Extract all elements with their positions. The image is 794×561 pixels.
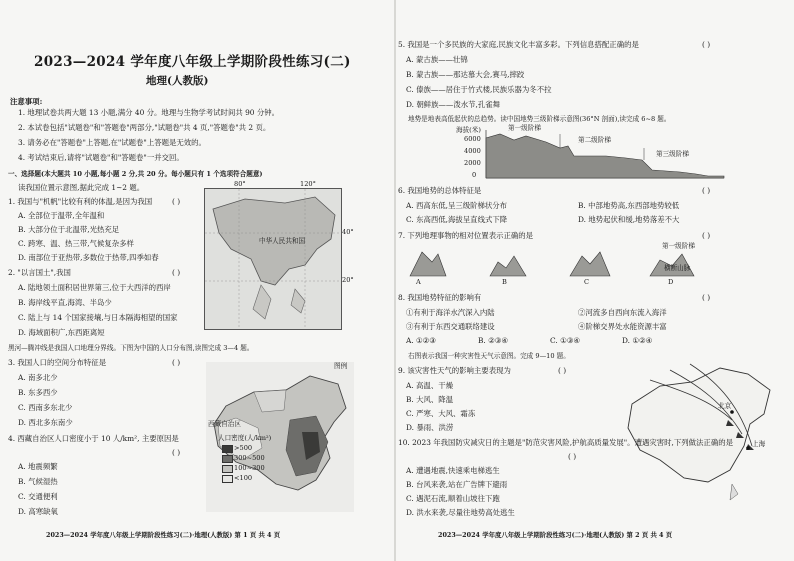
q4-answer-bracket[interactable]: ( ) (172, 448, 181, 457)
q5-option-a: A. 蒙古族——壮锦 (406, 55, 468, 64)
q1-stem: 1. 我国与"机帆"比较有利的体温,是因为我国 (8, 197, 153, 206)
intro-q9-10: 右图表示我国一种灾害性天气示意图。完成 9—10 题。 (408, 352, 570, 360)
q8-option-b: B. ②③④ (478, 336, 509, 345)
map1-lat-40: 40° (342, 228, 354, 236)
q5-option-b: B. 蒙古族——那达慕大会,赛马,摔跤 (406, 70, 525, 79)
q9-option-c: C. 严寒、大风、霜冻 (406, 409, 476, 418)
q2-option-c: C. 陆上与 14 个国家接壤,与日本隔海相望的国家 (18, 313, 178, 322)
q3-option-d: D. 西北多东南少 (18, 418, 73, 427)
location-map-drawing (205, 189, 341, 329)
q9-answer-bracket[interactable]: ( ) (558, 366, 567, 375)
q8-item-2: ②河流多自西向东流入海洋 (578, 308, 667, 317)
q7-stem: 7. 下列地理事物的相对位置表示正确的是 (398, 231, 534, 240)
q10-answer-bracket[interactable]: ( ) (568, 452, 577, 461)
q3-answer-bracket[interactable]: ( ) (172, 358, 181, 367)
q4-stem: 4. 西藏自治区人口密度小于 10 人/km², 主要原因是 (8, 434, 179, 443)
q7-choice-a: A (416, 278, 421, 286)
legend-swatch-3 (222, 465, 233, 473)
q9-stem: 9. 该灾害性天气的影响主要表现为 (398, 366, 511, 375)
q8-answer-bracket[interactable]: ( ) (702, 293, 711, 302)
q7-label-step1: 第一级阶梯 (662, 242, 695, 250)
map1-lon-80: 80° (234, 180, 246, 188)
q10-option-b: B. 台风来袭,站在广告牌下避雨 (406, 480, 508, 489)
q7-answer-bracket[interactable]: ( ) (702, 231, 711, 240)
profile-tick-2000: 2000 (464, 159, 481, 167)
q8-item-4: ④阶梯交界处水能资源丰富 (578, 322, 667, 331)
q8-option-d: D. ①②④ (622, 336, 653, 345)
terrain-profile (456, 126, 726, 182)
profile-step-3: 第三级阶梯 (656, 150, 689, 158)
profile-y-label: 海拔(米) (456, 126, 481, 134)
map2-tibet-label: 西藏自治区 (208, 420, 241, 428)
page-2 (398, 0, 794, 561)
notice-4: 4. 考试结束后,请将"试题卷"和"答题卷"一并交回。 (18, 153, 184, 162)
intro-q1-2: 读我国位置示意图,据此完成 1~2 题。 (18, 183, 145, 192)
profile-step-1: 第一级阶梯 (508, 124, 541, 132)
q10-stem: 10. 2023 年我国防灾减灾日的主题是"防范灾害风险,护航高质量发展"。遭遇灾害时,下列做法正确的是 (398, 438, 733, 447)
map3-city-beijing: 北京 (718, 402, 732, 410)
q9-option-d: D. 暴雨、洪涝 (406, 423, 454, 432)
q4-option-c: C. 交通便利 (18, 492, 58, 501)
q5-stem: 5. 我国是一个多民族的大家庭,民族文化丰富多彩。下列信息搭配正确的是 (398, 40, 639, 49)
q4-option-d: D. 高寒缺氧 (18, 507, 58, 516)
legend-swatch-2 (222, 455, 233, 463)
q3-option-b: B. 东多西少 (18, 388, 58, 397)
cold-wave-map-drawing (620, 360, 780, 510)
q9-option-b: B. 大风、降温 (406, 395, 454, 404)
q8-option-a: A. ①②③ (406, 336, 436, 345)
intro-q3-4: 黑河—腾冲线是我国人口地理分界线。下图为中国的人口分布图,读图完成 3—4 题。 (8, 344, 254, 352)
map2-scale-label: 图例 (334, 362, 348, 370)
notice-2: 2. 本试卷包括"试题卷"和"答题卷"两部分,"试题卷"共 4 页,"答题卷"共 2 页。 (18, 123, 271, 132)
q2-answer-bracket[interactable]: ( ) (172, 268, 181, 277)
q4-option-b: B. 气候湿热 (18, 477, 58, 486)
q10-option-a: A. 遭遇地震,快速乘电梯逃生 (406, 466, 500, 475)
profile-tick-4000: 4000 (464, 147, 481, 155)
q1-answer-bracket[interactable]: ( ) (172, 197, 181, 206)
q7-choice-b: B (502, 278, 507, 286)
q1-option-a: A. 全部位于温带,全年温和 (18, 211, 105, 220)
q10-option-c: C. 遇泥石流,顺着山坡往下跑 (406, 494, 500, 503)
profile-tick-6000: 6000 (464, 135, 481, 143)
q2-stem: 2. "以言国土",我国 (8, 268, 71, 277)
page-1 (0, 0, 392, 561)
legend-title: 人口密度(人/km²) (218, 434, 272, 442)
q3-stem: 3. 我国人口的空间分布特征是 (8, 358, 107, 367)
notice-heading: 注意事项: (10, 97, 43, 106)
exam-title: 2023—2024 学年度八年级上学期阶段性练习(二) (34, 54, 351, 70)
q10-option-d: D. 洪水来袭,尽量往地势高处逃生 (406, 508, 515, 517)
q1-option-c: C. 跨寒、温、热三带,气候复杂多样 (18, 239, 134, 248)
page-fold (394, 0, 396, 561)
q4-option-a: A. 地震频繁 (18, 462, 58, 471)
q7-choice-d: D (668, 278, 674, 286)
notice-1: 1. 地理试卷共两大题 13 小题,满分 40 分。地理与生物学考试时间共 90 分钟。 (18, 108, 279, 117)
legend-label-1: >500 (234, 444, 253, 452)
q7-diagrams (402, 242, 722, 286)
q6-option-a: A. 西高东低,呈三级阶梯状分布 (406, 201, 508, 210)
q8-stem: 8. 我国地势特征的影响有 (398, 293, 482, 302)
q2-option-a: A. 陆地领土面积居世界第三,位于大西洋的西岸 (18, 283, 171, 292)
q6-option-d: D. 地势起伏和缓,地势落差不大 (578, 215, 680, 224)
q3-option-a: A. 南多北少 (18, 373, 58, 382)
q1-option-d: D. 南部位于亚热带,多数位于热带,四季如春 (18, 253, 159, 262)
q2-option-b: B. 海岸线平直,海湾、半岛少 (18, 298, 112, 307)
q3-option-c: C. 西南多东北少 (18, 403, 73, 412)
q6-option-b: B. 中部地势高,东西部地势较低 (578, 201, 680, 210)
legend-swatch-4 (222, 475, 233, 483)
legend-label-4: <100 (234, 474, 253, 482)
q7-label-hengduan: 横断山脉 (664, 264, 691, 272)
page1-footer: 2023—2024 学年度八年级上学期阶段性练习(二)·地理(人教版) 第 1 页 共 4 页 (46, 531, 281, 539)
legend-label-3: 100~300 (234, 464, 265, 472)
q1-option-b: B. 大部分位于北温带,光热充足 (18, 225, 120, 234)
q7-choice-c: C (584, 278, 590, 286)
q9-option-a: A. 高温、干燥 (406, 381, 453, 390)
legend-label-2: 300~500 (234, 454, 265, 462)
china-location-map (204, 188, 342, 330)
map1-lat-20: 20° (342, 276, 354, 284)
exam-subtitle: 地理(人教版) (146, 75, 209, 87)
q6-option-c: C. 东高西低,海拔呈直线式下降 (406, 215, 508, 224)
q6-stem: 6. 我国地势的总体特征是 (398, 186, 482, 195)
cold-wave-map (620, 360, 780, 510)
q2-option-d: D. 海域面积广,东西距离短 (18, 328, 105, 337)
q8-item-1: ①有利于海洋水汽深入内陆 (406, 308, 495, 317)
legend-swatch-1 (222, 445, 233, 453)
page2-footer: 2023—2024 学年度八年级上学期阶段性练习(二)·地理(人教版) 第 2 页 共 4 页 (438, 531, 673, 539)
q5-answer-bracket[interactable]: ( ) (702, 40, 711, 49)
q6-answer-bracket[interactable]: ( ) (702, 186, 711, 195)
q8-option-c: C. ①③④ (550, 336, 580, 345)
notice-3: 3. 请务必在"答题卷"上答题,在"试题卷"上答题是无效的。 (18, 138, 206, 147)
map3-city-shanghai: 上海 (752, 440, 766, 448)
map1-lon-120: 120° (300, 180, 316, 188)
q8-item-3: ③有利于东西交通联络建设 (406, 322, 495, 331)
profile-tick-0: 0 (472, 171, 477, 179)
intro-q6-8: 地势是地表高低起伏的总趋势。读中国地势三级阶梯示意图(36°N 剖面),读完成 6~8 题。 (408, 115, 671, 123)
profile-step-2: 第二级阶梯 (578, 136, 611, 144)
q5-option-c: C. 傣族——居住于竹式楼,民族乐器为冬不拉 (406, 85, 552, 94)
q5-option-d: D. 朝鲜族——泼水节,孔雀舞 (406, 100, 501, 109)
section-1-heading: 一、选择题(本大题共 10 小题,每小题 2 分,共 20 分。每小题只有 1 个选项符合题意) (8, 170, 263, 178)
map1-country-label: 中华人民共和国 (259, 237, 306, 245)
